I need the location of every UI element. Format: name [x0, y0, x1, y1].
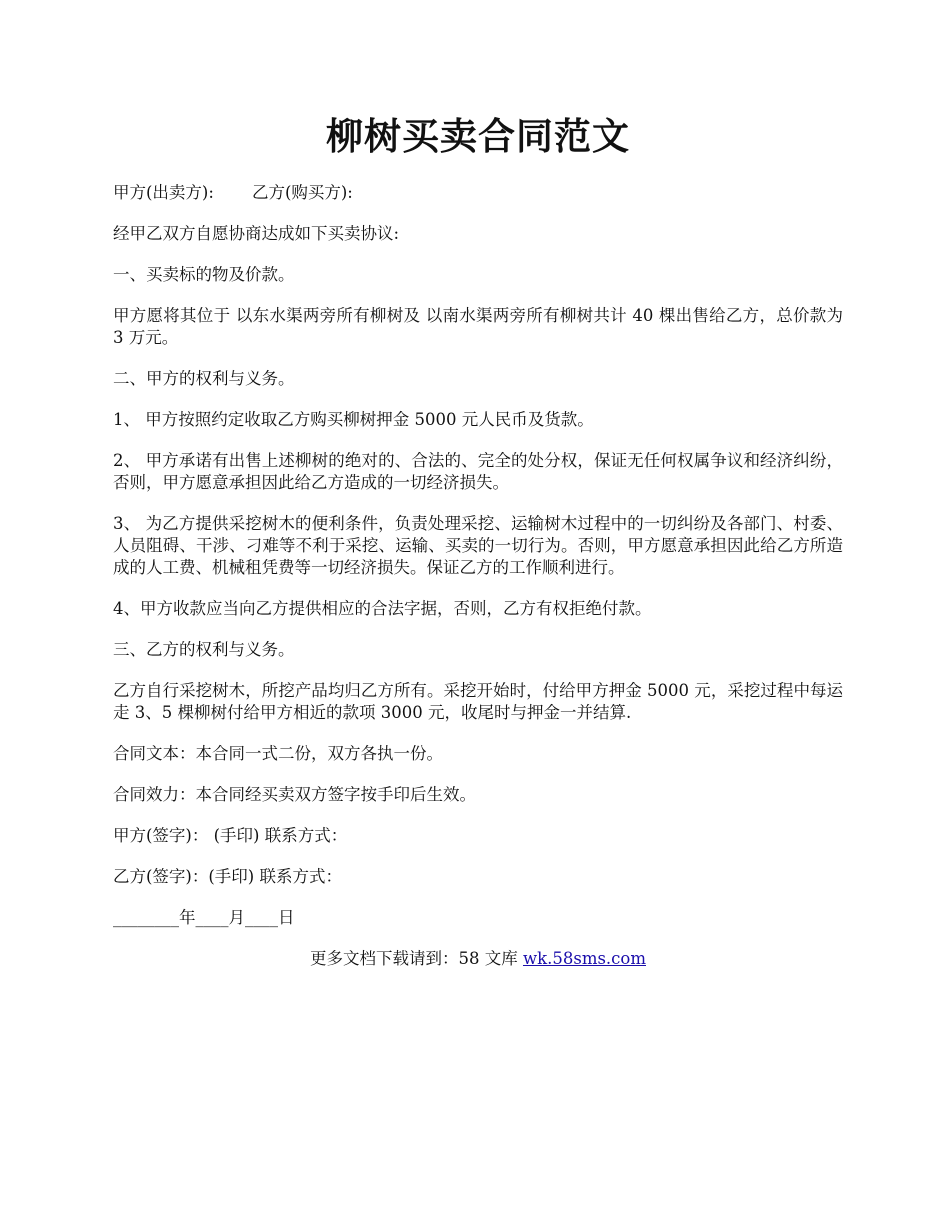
buyer-label: 乙方(购买方):: [251, 183, 353, 202]
contract-validity: 合同效力：本合同经买卖双方签字按手印后生效。: [113, 785, 476, 804]
section-2-item-2: 2、 甲方承诺有出售上述柳树的绝对的、合法的、完全的处分权，保证无任何权属争议和经济纠纷，否则，甲方愿意承担因此给乙方造成的一切经济损失。: [113, 451, 843, 492]
buyer-signature-line: 乙方(签字)：(手印) 联系方式：: [113, 867, 342, 886]
parties-line: [113, 182, 843, 204]
section-3-body: 乙方自行采挖树木，所挖产品均归乙方所有。采挖开始时，付给甲方押金 5000 元，采挖过程中每运走 3、5 棵柳树付给甲方相近的款项 3000 元，收尾时与押金一并结算.: [113, 681, 843, 722]
document-title: 柳树买卖合同范文: [326, 114, 630, 158]
agreement-intro: 经甲乙双方自愿协商达成如下买卖协议:: [113, 224, 400, 243]
footer-link[interactable]: wk.58sms.com: [522, 949, 646, 968]
section-3-heading: 三、乙方的权利与义务。: [113, 640, 295, 659]
section-1-body: 甲方愿将其位于 以东水渠两旁所有柳树及 以南水渠两旁所有柳树共计 40 棵出售给乙方，总价款为 3 万元。: [113, 306, 843, 347]
document-page: [113, 112, 843, 970]
footer-text: 更多文档下载请到：58 文库: [309, 949, 523, 968]
section-1-heading: 一、买卖标的物及价款。: [113, 265, 295, 284]
seller-signature-line: 甲方(签字)： (手印) 联系方式：: [113, 826, 348, 845]
section-2-heading: 二、甲方的权利与义务。: [113, 369, 295, 388]
date-line: ________年____月____日: [113, 908, 295, 927]
footer: [113, 948, 843, 970]
section-2-item-3: 3、 为乙方提供采挖树木的便利条件，负责处理采挖、运输树木过程中的一切纠纷及各部门、村委、人员阻碍、干涉、刁难等不利于采挖、运输、买卖的一切行为。否则，甲方愿意承担因此给乙方所造成的人工费、机械租凭费等一切经济损失。保证乙方的工作顺利进行。: [113, 514, 843, 577]
section-2-item-4: 4、甲方收款应当向乙方提供相应的合法字据，否则，乙方有权拒绝付款。: [113, 599, 652, 618]
section-2-item-1: 1、 甲方按照约定收取乙方购买柳树押金 5000 元人民币及货款。: [113, 410, 594, 429]
seller-label: 甲方(出卖方):: [113, 183, 214, 202]
contract-copies: 合同文本：本合同一式二份，双方各执一份。: [113, 744, 443, 763]
